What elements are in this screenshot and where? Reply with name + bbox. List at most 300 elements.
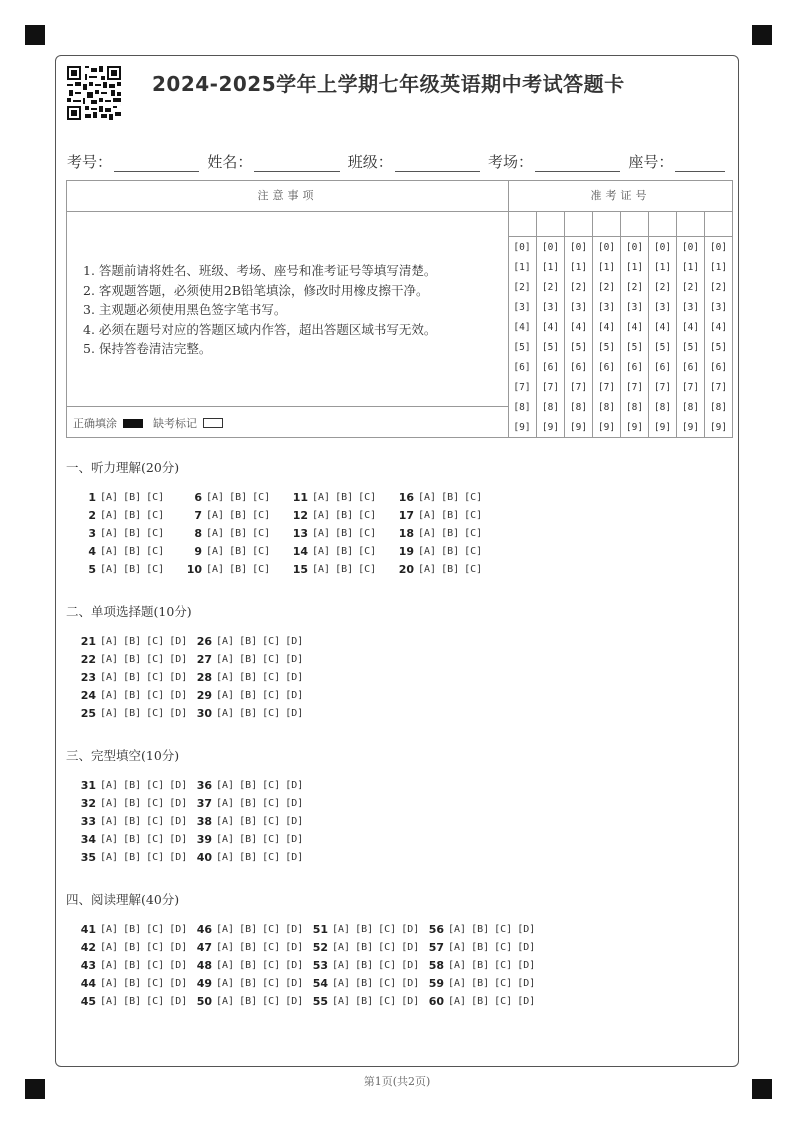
answer-bubble[interactable]: [D] bbox=[285, 852, 304, 863]
answer-bubble[interactable]: [D] bbox=[285, 942, 304, 953]
answer-bubble[interactable]: [C] bbox=[358, 510, 377, 521]
exam-number-bubble[interactable]: [3] bbox=[709, 302, 728, 313]
exam-number-write-box[interactable] bbox=[508, 212, 536, 237]
answer-bubble[interactable]: [D] bbox=[169, 942, 188, 953]
answer-bubble[interactable]: [C] bbox=[358, 564, 377, 575]
answer-bubble[interactable]: [D] bbox=[285, 816, 304, 827]
exam-number-bubble[interactable]: [5] bbox=[709, 342, 728, 353]
exam-number-bubble[interactable]: [0] bbox=[625, 242, 644, 253]
exam-number-bubble[interactable]: [4] bbox=[541, 322, 560, 333]
exam-number-bubble[interactable]: [2] bbox=[569, 282, 588, 293]
answer-bubble[interactable]: [D] bbox=[401, 960, 420, 971]
answer-bubble[interactable]: [D] bbox=[285, 636, 304, 647]
answer-bubble[interactable]: [D] bbox=[285, 690, 304, 701]
answer-bubble[interactable]: [B] bbox=[441, 492, 460, 503]
answer-bubble[interactable]: [B] bbox=[123, 942, 142, 953]
exam-number-bubble[interactable]: [5] bbox=[569, 342, 588, 353]
answer-bubble[interactable]: [A] bbox=[216, 996, 235, 1007]
answer-bubble[interactable]: [C] bbox=[378, 978, 397, 989]
exam-number-bubble[interactable]: [6] bbox=[513, 362, 531, 373]
exam-number-bubble[interactable]: [3] bbox=[541, 302, 560, 313]
answer-bubble[interactable]: [C] bbox=[262, 636, 281, 647]
answer-bubble[interactable]: [C] bbox=[146, 564, 165, 575]
answer-bubble[interactable]: [C] bbox=[146, 636, 165, 647]
exam-number-bubble[interactable]: [7] bbox=[625, 382, 644, 393]
answer-bubble[interactable]: [C] bbox=[358, 546, 377, 557]
answer-bubble[interactable]: [C] bbox=[464, 510, 483, 521]
answer-bubble[interactable]: [C] bbox=[146, 492, 165, 503]
answer-bubble[interactable]: [A] bbox=[216, 708, 235, 719]
exam-number-write-box[interactable] bbox=[565, 212, 592, 237]
answer-bubble[interactable]: [B] bbox=[123, 924, 142, 935]
exam-number-bubble[interactable]: [9] bbox=[597, 422, 616, 433]
exam-number-bubble[interactable]: [5] bbox=[597, 342, 616, 353]
exam-number-bubble[interactable]: [5] bbox=[513, 342, 531, 353]
answer-bubble[interactable]: [B] bbox=[123, 834, 142, 845]
answer-bubble[interactable]: [C] bbox=[378, 924, 397, 935]
exam-number-bubble[interactable]: [5] bbox=[625, 342, 644, 353]
exam-number-bubble[interactable]: [0] bbox=[569, 242, 588, 253]
answer-bubble[interactable]: [A] bbox=[448, 978, 467, 989]
answer-bubble[interactable]: [D] bbox=[169, 780, 188, 791]
exam-number-bubble[interactable]: [7] bbox=[569, 382, 588, 393]
exam-number-bubble[interactable]: [8] bbox=[569, 402, 588, 413]
answer-bubble[interactable]: [B] bbox=[123, 708, 142, 719]
answer-bubble[interactable]: [B] bbox=[355, 978, 374, 989]
answer-bubble[interactable]: [A] bbox=[100, 510, 119, 521]
answer-bubble[interactable]: [A] bbox=[100, 654, 119, 665]
answer-bubble[interactable]: [C] bbox=[146, 816, 165, 827]
answer-bubble[interactable]: [A] bbox=[216, 672, 235, 683]
answer-bubble[interactable]: [C] bbox=[494, 960, 513, 971]
exam-number-bubble[interactable]: [2] bbox=[513, 282, 531, 293]
answer-bubble[interactable]: [A] bbox=[448, 960, 467, 971]
info-blank-line[interactable] bbox=[395, 157, 480, 172]
answer-bubble[interactable]: [C] bbox=[494, 942, 513, 953]
answer-bubble[interactable]: [A] bbox=[100, 942, 119, 953]
answer-bubble[interactable]: [B] bbox=[229, 546, 248, 557]
answer-bubble[interactable]: [C] bbox=[262, 654, 281, 665]
exam-number-bubble[interactable]: [8] bbox=[709, 402, 728, 413]
answer-bubble[interactable]: [A] bbox=[312, 528, 331, 539]
exam-number-bubble[interactable]: [4] bbox=[569, 322, 588, 333]
exam-number-write-box[interactable] bbox=[705, 212, 732, 237]
answer-bubble[interactable]: [C] bbox=[146, 654, 165, 665]
exam-number-bubble[interactable]: [2] bbox=[653, 282, 672, 293]
answer-bubble[interactable]: [D] bbox=[401, 924, 420, 935]
answer-bubble[interactable]: [B] bbox=[123, 996, 142, 1007]
exam-number-bubble[interactable]: [7] bbox=[709, 382, 728, 393]
answer-bubble[interactable]: [D] bbox=[285, 834, 304, 845]
answer-bubble[interactable]: [B] bbox=[239, 852, 258, 863]
answer-bubble[interactable]: [B] bbox=[123, 546, 142, 557]
answer-bubble[interactable]: [D] bbox=[169, 636, 188, 647]
answer-bubble[interactable]: [A] bbox=[100, 924, 119, 935]
exam-number-bubble[interactable]: [4] bbox=[709, 322, 728, 333]
exam-number-bubble[interactable]: [4] bbox=[597, 322, 616, 333]
answer-bubble[interactable]: [A] bbox=[206, 564, 225, 575]
exam-number-bubble[interactable]: [3] bbox=[513, 302, 531, 313]
answer-bubble[interactable]: [D] bbox=[517, 978, 536, 989]
answer-bubble[interactable]: [B] bbox=[123, 978, 142, 989]
exam-number-bubble[interactable]: [6] bbox=[625, 362, 644, 373]
exam-number-bubble[interactable]: [8] bbox=[541, 402, 560, 413]
answer-bubble[interactable]: [B] bbox=[239, 996, 258, 1007]
exam-number-bubble[interactable]: [1] bbox=[653, 262, 672, 273]
exam-number-write-box[interactable] bbox=[677, 212, 704, 237]
exam-number-bubble[interactable]: [8] bbox=[625, 402, 644, 413]
answer-bubble[interactable]: [A] bbox=[332, 924, 351, 935]
exam-number-bubble[interactable]: [2] bbox=[681, 282, 700, 293]
answer-bubble[interactable]: [A] bbox=[312, 492, 331, 503]
answer-bubble[interactable]: [D] bbox=[401, 996, 420, 1007]
answer-bubble[interactable]: [D] bbox=[517, 996, 536, 1007]
exam-number-bubble[interactable]: [2] bbox=[709, 282, 728, 293]
exam-number-bubble[interactable]: [1] bbox=[513, 262, 531, 273]
answer-bubble[interactable]: [B] bbox=[123, 798, 142, 809]
answer-bubble[interactable]: [A] bbox=[216, 816, 235, 827]
answer-bubble[interactable]: [B] bbox=[123, 654, 142, 665]
exam-number-write-box[interactable] bbox=[621, 212, 648, 237]
answer-bubble[interactable]: [D] bbox=[169, 834, 188, 845]
answer-bubble[interactable]: [C] bbox=[146, 780, 165, 791]
answer-bubble[interactable]: [D] bbox=[517, 924, 536, 935]
answer-bubble[interactable]: [B] bbox=[441, 546, 460, 557]
answer-bubble[interactable]: [B] bbox=[335, 510, 354, 521]
answer-bubble[interactable]: [C] bbox=[262, 798, 281, 809]
answer-bubble[interactable]: [B] bbox=[123, 780, 142, 791]
answer-bubble[interactable]: [B] bbox=[355, 924, 374, 935]
answer-bubble[interactable]: [D] bbox=[401, 942, 420, 953]
answer-bubble[interactable]: [C] bbox=[252, 564, 271, 575]
exam-number-bubble[interactable]: [5] bbox=[653, 342, 672, 353]
exam-number-bubble[interactable]: [9] bbox=[653, 422, 672, 433]
exam-number-bubble[interactable]: [8] bbox=[513, 402, 531, 413]
exam-number-bubble[interactable]: [6] bbox=[541, 362, 560, 373]
answer-bubble[interactable]: [A] bbox=[216, 834, 235, 845]
answer-bubble[interactable]: [D] bbox=[401, 978, 420, 989]
answer-bubble[interactable]: [A] bbox=[100, 816, 119, 827]
answer-bubble[interactable]: [B] bbox=[471, 942, 490, 953]
answer-bubble[interactable]: [D] bbox=[285, 780, 304, 791]
answer-bubble[interactable]: [B] bbox=[123, 528, 142, 539]
exam-number-bubble[interactable]: [8] bbox=[653, 402, 672, 413]
answer-bubble[interactable]: [A] bbox=[216, 690, 235, 701]
answer-bubble[interactable]: [B] bbox=[123, 960, 142, 971]
answer-bubble[interactable]: [A] bbox=[448, 996, 467, 1007]
exam-number-bubble[interactable]: [2] bbox=[541, 282, 560, 293]
answer-bubble[interactable]: [B] bbox=[123, 816, 142, 827]
answer-bubble[interactable]: [C] bbox=[358, 492, 377, 503]
answer-bubble[interactable]: [A] bbox=[100, 672, 119, 683]
answer-bubble[interactable]: [C] bbox=[262, 996, 281, 1007]
answer-bubble[interactable]: [A] bbox=[332, 960, 351, 971]
exam-number-bubble[interactable]: [7] bbox=[681, 382, 700, 393]
answer-bubble[interactable]: [B] bbox=[335, 564, 354, 575]
answer-bubble[interactable]: [B] bbox=[239, 654, 258, 665]
answer-bubble[interactable]: [B] bbox=[239, 636, 258, 647]
answer-bubble[interactable]: [C] bbox=[494, 924, 513, 935]
answer-bubble[interactable]: [A] bbox=[332, 996, 351, 1007]
exam-number-write-box[interactable] bbox=[537, 212, 564, 237]
answer-bubble[interactable]: [D] bbox=[517, 960, 536, 971]
exam-number-bubble[interactable]: [2] bbox=[625, 282, 644, 293]
exam-number-bubble[interactable]: [0] bbox=[597, 242, 616, 253]
answer-bubble[interactable]: [B] bbox=[123, 672, 142, 683]
answer-bubble[interactable]: [B] bbox=[123, 510, 142, 521]
answer-bubble[interactable]: [C] bbox=[146, 528, 165, 539]
exam-number-bubble[interactable]: [0] bbox=[541, 242, 560, 253]
answer-bubble[interactable]: [B] bbox=[335, 492, 354, 503]
answer-bubble[interactable]: [B] bbox=[239, 942, 258, 953]
answer-bubble[interactable]: [D] bbox=[285, 672, 304, 683]
answer-bubble[interactable]: [B] bbox=[471, 996, 490, 1007]
answer-bubble[interactable]: [C] bbox=[146, 852, 165, 863]
exam-number-bubble[interactable]: [0] bbox=[513, 242, 531, 253]
answer-bubble[interactable]: [D] bbox=[169, 654, 188, 665]
exam-number-bubble[interactable]: [2] bbox=[597, 282, 616, 293]
answer-bubble[interactable]: [A] bbox=[216, 960, 235, 971]
exam-number-bubble[interactable]: [9] bbox=[541, 422, 560, 433]
exam-number-bubble[interactable]: [6] bbox=[569, 362, 588, 373]
exam-number-bubble[interactable]: [0] bbox=[653, 242, 672, 253]
answer-bubble[interactable]: [C] bbox=[262, 978, 281, 989]
exam-number-bubble[interactable]: [4] bbox=[625, 322, 644, 333]
answer-bubble[interactable]: [A] bbox=[100, 528, 119, 539]
answer-bubble[interactable]: [D] bbox=[169, 978, 188, 989]
answer-bubble[interactable]: [A] bbox=[312, 510, 331, 521]
answer-bubble[interactable]: [C] bbox=[262, 780, 281, 791]
answer-bubble[interactable]: [C] bbox=[464, 492, 483, 503]
answer-bubble[interactable]: [C] bbox=[262, 960, 281, 971]
answer-bubble[interactable]: [B] bbox=[471, 924, 490, 935]
answer-bubble[interactable]: [B] bbox=[239, 672, 258, 683]
answer-bubble[interactable]: [B] bbox=[335, 528, 354, 539]
exam-number-bubble[interactable]: [6] bbox=[597, 362, 616, 373]
answer-bubble[interactable]: [B] bbox=[335, 546, 354, 557]
answer-bubble[interactable]: [C] bbox=[262, 852, 281, 863]
answer-bubble[interactable]: [A] bbox=[100, 960, 119, 971]
answer-bubble[interactable]: [A] bbox=[206, 510, 225, 521]
answer-bubble[interactable]: [B] bbox=[441, 564, 460, 575]
answer-bubble[interactable]: [A] bbox=[216, 924, 235, 935]
answer-bubble[interactable]: [B] bbox=[239, 978, 258, 989]
answer-bubble[interactable]: [C] bbox=[146, 960, 165, 971]
answer-bubble[interactable]: [A] bbox=[100, 690, 119, 701]
answer-bubble[interactable]: [C] bbox=[146, 690, 165, 701]
answer-bubble[interactable]: [A] bbox=[100, 492, 119, 503]
answer-bubble[interactable]: [A] bbox=[216, 798, 235, 809]
exam-number-write-box[interactable] bbox=[593, 212, 620, 237]
answer-bubble[interactable]: [A] bbox=[418, 528, 437, 539]
answer-bubble[interactable]: [C] bbox=[464, 564, 483, 575]
answer-bubble[interactable]: [A] bbox=[100, 708, 119, 719]
exam-number-bubble[interactable]: [6] bbox=[709, 362, 728, 373]
exam-number-bubble[interactable]: [8] bbox=[597, 402, 616, 413]
exam-number-bubble[interactable]: [1] bbox=[681, 262, 700, 273]
answer-bubble[interactable]: [C] bbox=[262, 708, 281, 719]
answer-bubble[interactable]: [B] bbox=[441, 510, 460, 521]
answer-bubble[interactable]: [C] bbox=[146, 924, 165, 935]
answer-bubble[interactable]: [A] bbox=[100, 852, 119, 863]
answer-bubble[interactable]: [A] bbox=[448, 924, 467, 935]
answer-bubble[interactable]: [C] bbox=[464, 528, 483, 539]
answer-bubble[interactable]: [D] bbox=[169, 816, 188, 827]
answer-bubble[interactable]: [D] bbox=[169, 960, 188, 971]
exam-number-bubble[interactable]: [9] bbox=[681, 422, 700, 433]
exam-number-bubble[interactable]: [6] bbox=[653, 362, 672, 373]
answer-bubble[interactable]: [C] bbox=[262, 690, 281, 701]
answer-bubble[interactable]: [C] bbox=[358, 528, 377, 539]
answer-bubble[interactable]: [C] bbox=[378, 996, 397, 1007]
answer-bubble[interactable]: [A] bbox=[100, 996, 119, 1007]
answer-bubble[interactable]: [D] bbox=[285, 708, 304, 719]
answer-bubble[interactable]: [A] bbox=[312, 564, 331, 575]
exam-number-bubble[interactable]: [1] bbox=[597, 262, 616, 273]
answer-bubble[interactable]: [B] bbox=[229, 510, 248, 521]
answer-bubble[interactable]: [C] bbox=[146, 834, 165, 845]
answer-bubble[interactable]: [C] bbox=[494, 978, 513, 989]
answer-bubble[interactable]: [A] bbox=[418, 564, 437, 575]
answer-bubble[interactable]: [C] bbox=[146, 510, 165, 521]
exam-number-bubble[interactable]: [9] bbox=[569, 422, 588, 433]
answer-bubble[interactable]: [D] bbox=[517, 942, 536, 953]
answer-bubble[interactable]: [C] bbox=[494, 996, 513, 1007]
answer-bubble[interactable]: [C] bbox=[146, 672, 165, 683]
answer-bubble[interactable]: [B] bbox=[123, 852, 142, 863]
info-blank-line[interactable] bbox=[114, 157, 199, 172]
exam-number-bubble[interactable]: [0] bbox=[681, 242, 700, 253]
answer-bubble[interactable]: [B] bbox=[355, 996, 374, 1007]
info-blank-line[interactable] bbox=[535, 157, 620, 172]
answer-bubble[interactable]: [D] bbox=[285, 978, 304, 989]
answer-bubble[interactable]: [A] bbox=[100, 798, 119, 809]
answer-bubble[interactable]: [A] bbox=[100, 564, 119, 575]
answer-bubble[interactable]: [B] bbox=[355, 960, 374, 971]
answer-bubble[interactable]: [A] bbox=[216, 636, 235, 647]
exam-number-bubble[interactable]: [9] bbox=[625, 422, 644, 433]
answer-bubble[interactable]: [B] bbox=[239, 924, 258, 935]
answer-bubble[interactable]: [A] bbox=[418, 510, 437, 521]
exam-number-bubble[interactable]: [3] bbox=[597, 302, 616, 313]
answer-bubble[interactable]: [A] bbox=[312, 546, 331, 557]
answer-bubble[interactable]: [A] bbox=[216, 780, 235, 791]
answer-bubble[interactable]: [B] bbox=[229, 492, 248, 503]
answer-bubble[interactable]: [C] bbox=[464, 546, 483, 557]
answer-bubble[interactable]: [C] bbox=[262, 816, 281, 827]
exam-number-write-box[interactable] bbox=[649, 212, 676, 237]
answer-bubble[interactable]: [D] bbox=[285, 654, 304, 665]
answer-bubble[interactable]: [C] bbox=[252, 546, 271, 557]
answer-bubble[interactable]: [B] bbox=[239, 816, 258, 827]
answer-bubble[interactable]: [D] bbox=[285, 798, 304, 809]
answer-bubble[interactable]: [B] bbox=[123, 690, 142, 701]
answer-bubble[interactable]: [B] bbox=[123, 636, 142, 647]
exam-number-bubble[interactable]: [3] bbox=[653, 302, 672, 313]
answer-bubble[interactable]: [C] bbox=[252, 492, 271, 503]
exam-number-bubble[interactable]: [7] bbox=[653, 382, 672, 393]
exam-number-bubble[interactable]: [6] bbox=[681, 362, 700, 373]
answer-bubble[interactable]: [D] bbox=[169, 996, 188, 1007]
answer-bubble[interactable]: [B] bbox=[471, 960, 490, 971]
answer-bubble[interactable]: [D] bbox=[285, 960, 304, 971]
answer-bubble[interactable]: [A] bbox=[100, 978, 119, 989]
exam-number-bubble[interactable]: [1] bbox=[625, 262, 644, 273]
answer-bubble[interactable]: [A] bbox=[100, 636, 119, 647]
info-blank-line[interactable] bbox=[675, 157, 725, 172]
answer-bubble[interactable]: [D] bbox=[169, 708, 188, 719]
answer-bubble[interactable]: [C] bbox=[146, 798, 165, 809]
exam-number-bubble[interactable]: [0] bbox=[709, 242, 728, 253]
answer-bubble[interactable]: [B] bbox=[239, 798, 258, 809]
info-blank-line[interactable] bbox=[254, 157, 339, 172]
answer-bubble[interactable]: [C] bbox=[262, 924, 281, 935]
answer-bubble[interactable]: [B] bbox=[471, 978, 490, 989]
answer-bubble[interactable]: [D] bbox=[285, 996, 304, 1007]
answer-bubble[interactable]: [D] bbox=[169, 798, 188, 809]
answer-bubble[interactable]: [B] bbox=[355, 942, 374, 953]
answer-bubble[interactable]: [B] bbox=[441, 528, 460, 539]
exam-number-bubble[interactable]: [9] bbox=[709, 422, 728, 433]
answer-bubble[interactable]: [D] bbox=[285, 924, 304, 935]
answer-bubble[interactable]: [A] bbox=[206, 528, 225, 539]
exam-number-bubble[interactable]: [7] bbox=[597, 382, 616, 393]
answer-bubble[interactable]: [B] bbox=[123, 492, 142, 503]
answer-bubble[interactable]: [A] bbox=[206, 546, 225, 557]
answer-bubble[interactable]: [C] bbox=[378, 942, 397, 953]
exam-number-bubble[interactable]: [7] bbox=[513, 382, 531, 393]
exam-number-bubble[interactable]: [1] bbox=[709, 262, 728, 273]
exam-number-bubble[interactable]: [3] bbox=[569, 302, 588, 313]
exam-number-bubble[interactable]: [4] bbox=[653, 322, 672, 333]
answer-bubble[interactable]: [B] bbox=[239, 960, 258, 971]
exam-number-bubble[interactable]: [3] bbox=[625, 302, 644, 313]
answer-bubble[interactable]: [A] bbox=[216, 654, 235, 665]
answer-bubble[interactable]: [A] bbox=[100, 780, 119, 791]
absent-mark-box[interactable] bbox=[203, 418, 223, 428]
answer-bubble[interactable]: [C] bbox=[378, 960, 397, 971]
exam-number-bubble[interactable]: [1] bbox=[541, 262, 560, 273]
answer-bubble[interactable]: [C] bbox=[252, 510, 271, 521]
answer-bubble[interactable]: [A] bbox=[418, 546, 437, 557]
exam-number-bubble[interactable]: [4] bbox=[681, 322, 700, 333]
answer-bubble[interactable]: [C] bbox=[262, 672, 281, 683]
answer-bubble[interactable]: [A] bbox=[216, 978, 235, 989]
exam-number-bubble[interactable]: [3] bbox=[681, 302, 700, 313]
answer-bubble[interactable]: [B] bbox=[123, 564, 142, 575]
exam-number-bubble[interactable]: [7] bbox=[541, 382, 560, 393]
answer-bubble[interactable]: [C] bbox=[262, 834, 281, 845]
answer-bubble[interactable]: [A] bbox=[100, 546, 119, 557]
answer-bubble[interactable]: [A] bbox=[216, 852, 235, 863]
answer-bubble[interactable]: [C] bbox=[252, 528, 271, 539]
answer-bubble[interactable]: [D] bbox=[169, 672, 188, 683]
answer-bubble[interactable]: [A] bbox=[216, 942, 235, 953]
answer-bubble[interactable]: [C] bbox=[146, 996, 165, 1007]
answer-bubble[interactable]: [B] bbox=[239, 780, 258, 791]
answer-bubble[interactable]: [D] bbox=[169, 690, 188, 701]
answer-bubble[interactable]: [C] bbox=[146, 546, 165, 557]
exam-number-bubble[interactable]: [8] bbox=[681, 402, 700, 413]
answer-bubble[interactable]: [A] bbox=[206, 492, 225, 503]
answer-bubble[interactable]: [A] bbox=[448, 942, 467, 953]
answer-bubble[interactable]: [B] bbox=[239, 708, 258, 719]
answer-bubble[interactable]: [B] bbox=[239, 834, 258, 845]
answer-bubble[interactable]: [B] bbox=[229, 528, 248, 539]
exam-number-bubble[interactable]: [1] bbox=[569, 262, 588, 273]
answer-bubble[interactable]: [C] bbox=[146, 708, 165, 719]
exam-number-bubble[interactable]: [5] bbox=[541, 342, 560, 353]
